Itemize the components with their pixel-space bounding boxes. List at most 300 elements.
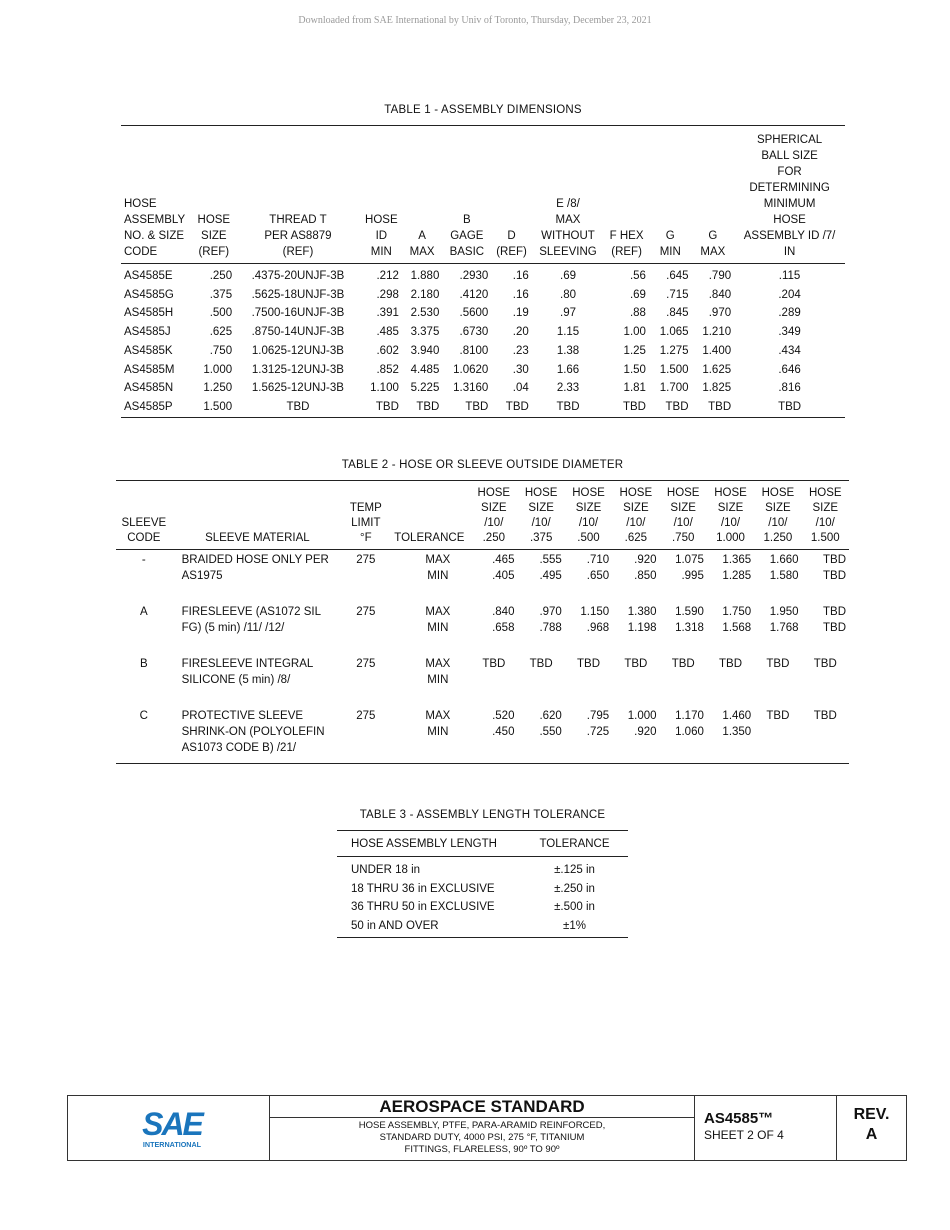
min-value: 1.285 (722, 570, 752, 582)
table-row (116, 656, 849, 708)
size-cell (470, 656, 517, 708)
header-line: HOSE (773, 214, 806, 226)
size-cell (565, 656, 612, 708)
download-watermark: Downloaded from SAE International by Univ of Toronto, Thursday, December 23, 2021 (298, 15, 652, 26)
max-value: 1.460 (722, 710, 752, 722)
table1-cell: .625 (209, 326, 233, 339)
max-value: 1.000 (627, 710, 657, 722)
table1-cell: .852 (376, 363, 399, 376)
header-line: SLEEVING (539, 246, 597, 258)
table1-cell: 1.81 (623, 382, 646, 395)
sleeve-material: BRAIDED HOSE ONLY PER AS1975 (181, 554, 329, 582)
max-value: .710 (586, 554, 610, 566)
table1-cell: 1.500 (659, 363, 689, 376)
length-range: 18 THRU 36 in EXCLUSIVE (351, 882, 495, 895)
table1-cell: .646 (778, 363, 801, 376)
max-value: 1.170 (675, 710, 704, 722)
header-line: SIZE (670, 502, 696, 514)
header-line: G (665, 230, 675, 242)
table-row (116, 604, 849, 656)
table1-cell: .4375-20UNJF-3B (251, 270, 345, 282)
table1-cell: AS4585E (124, 270, 173, 282)
tolerance-min: MIN (427, 726, 449, 738)
table1-cell: 1.0625-12UNJ-3B (251, 344, 344, 357)
tolerance-cell (389, 550, 471, 605)
header-line: DETERMINING (749, 182, 830, 194)
max-value: .520 (492, 710, 515, 722)
logo-cell (68, 1096, 270, 1160)
table1-cell: TBD (778, 400, 802, 413)
table1-cell: .391 (376, 307, 399, 320)
sleeve-code: A (139, 606, 148, 618)
size-value: 1.500 (810, 532, 840, 544)
table1-header-cell (442, 126, 491, 264)
table2-header-size (660, 481, 707, 550)
table1-cell: 5.225 (410, 382, 440, 395)
table1-cell: TBD (708, 400, 732, 413)
sae-logo (137, 1104, 207, 1152)
max-value: 1.380 (627, 606, 657, 618)
header-line: D (507, 230, 516, 242)
table1-cell: 1.880 (410, 270, 440, 282)
header-line: /10/ (720, 517, 741, 529)
title-cell (270, 1096, 695, 1160)
table1-cell: AS4585N (124, 382, 174, 395)
header-line: HOSE (808, 487, 842, 499)
size-value: 1.250 (763, 532, 793, 544)
size-cell (802, 604, 849, 656)
size-cell (612, 604, 659, 656)
size-cell (470, 604, 517, 656)
table2-body (116, 550, 849, 764)
header-line: ASSEMBLY (124, 214, 186, 226)
table1-cell: .88 (629, 307, 646, 320)
max-value: .795 (586, 710, 610, 722)
header-line: /10/ (673, 517, 693, 529)
header-line: HOSE (666, 487, 700, 499)
table1-cell: .500 (209, 307, 233, 320)
tolerance-cell (389, 604, 471, 656)
header-line: MAX (700, 246, 726, 258)
header-line: MAX (409, 246, 435, 258)
min-value: .650 (586, 570, 610, 582)
table-row (121, 323, 845, 342)
header-line: SIZE (481, 502, 507, 514)
table1-cell: .845 (666, 307, 689, 320)
table1-cell: 1.3160 (453, 382, 489, 395)
table1-cell: .715 (666, 288, 689, 301)
max-value: TBD (766, 710, 790, 722)
header-line: SIZE (717, 502, 744, 514)
table1-cell: .115 (778, 270, 801, 282)
header-line: SIZE (575, 502, 602, 514)
table-row (337, 880, 628, 899)
document-description: HOSE ASSEMBLY, PTFE, PARA-ARAMID REINFORCED, STANDARD DUTY, 4000 PSI, 275 °F, TITANIUM FITTINGS, FLARELESS, 90º TO 90º (358, 1120, 606, 1155)
table1-cell: .840 (708, 288, 732, 301)
max-value: 1.150 (580, 606, 610, 618)
table1-cell: AS4585J (124, 326, 171, 339)
table1-cell: AS4585M (124, 363, 175, 376)
table1-cell: TBD (286, 400, 310, 413)
table1-cell: 1.065 (659, 326, 689, 339)
table-row (116, 550, 849, 605)
size-cell (660, 604, 707, 656)
header-line: HOSE (524, 487, 558, 499)
table1-cell: TBD (465, 400, 489, 413)
tolerance-min: MIN (427, 622, 449, 634)
size-cell (707, 550, 754, 605)
size-cell (517, 604, 564, 656)
table1-cell: 1.66 (556, 363, 580, 376)
max-value: 1.365 (722, 554, 752, 566)
table1-cell: 1.3125-12UNJ-3B (251, 363, 344, 376)
assembly-length-tolerance-table (337, 830, 628, 938)
max-value: TBD (577, 658, 600, 670)
table-row (337, 917, 628, 938)
table1-cell: .250 (209, 270, 233, 282)
min-value: .725 (586, 726, 610, 738)
header-line: B (463, 214, 471, 226)
header-line: IN (783, 246, 796, 258)
table-row (337, 857, 628, 880)
header-line: MIN (659, 246, 681, 258)
header-line: A (418, 230, 426, 242)
table1-cell: .04 (512, 382, 529, 395)
sleeve-code: C (139, 710, 148, 722)
length-tolerance: ±.250 in (554, 882, 595, 895)
size-value: .375 (529, 532, 553, 544)
table1-cell: 1.275 (659, 344, 689, 357)
table1-header-cell (361, 126, 402, 264)
header-line: /10/ (531, 517, 551, 529)
table2-header-sleeve-code: SLEEVE CODE (116, 481, 172, 550)
revision-cell (837, 1096, 906, 1160)
table-row (121, 379, 845, 398)
header-line: MINIMUM (763, 198, 816, 210)
max-value: .465 (492, 554, 515, 566)
table1-cell: .289 (778, 307, 801, 320)
table2-caption: TABLE 2 - HOSE OR SLEEVE OUTSIDE DIAMETER (341, 459, 624, 471)
size-cell (517, 708, 564, 764)
length-tolerance: ±1% (563, 919, 586, 932)
header-line: HOSE (197, 214, 231, 226)
table1-header (121, 126, 845, 264)
max-value: TBD (813, 710, 837, 722)
sheet-number: SHEET 2 OF 4 (704, 1128, 784, 1142)
size-cell (470, 550, 517, 605)
table3-body (337, 857, 628, 938)
header-line: HOSE (365, 214, 398, 226)
header-line: (REF) (282, 246, 314, 258)
size-cell (802, 708, 849, 764)
table3-header (337, 831, 628, 857)
size-cell (660, 656, 707, 708)
table-row (121, 304, 845, 323)
table1-header-cell (649, 126, 692, 264)
min-value: 1.580 (769, 570, 799, 582)
header-line: E /8/ (556, 198, 580, 210)
max-value: .555 (539, 554, 562, 566)
header-line: HOSE (477, 487, 511, 499)
length-range: 50 in AND OVER (351, 919, 439, 932)
standard-type: AEROSPACE STANDARD (270, 1096, 694, 1118)
table1-cell: TBD (622, 400, 646, 413)
size-cell (660, 708, 707, 764)
table1-cell: .204 (778, 288, 801, 301)
header-line: /10/ (578, 517, 599, 529)
table1-cell: AS4585G (124, 288, 174, 301)
table1-cell: .8100 (459, 344, 489, 357)
table1-header-cell (193, 126, 236, 264)
table1-cell: .16 (512, 288, 529, 301)
header-line: ID (375, 230, 388, 242)
size-value: 1.000 (716, 532, 745, 544)
table1-cell: 2.180 (410, 288, 440, 301)
header-line: /10/ (815, 517, 835, 529)
min-value: 1.768 (769, 622, 799, 634)
table1-cell: .16 (512, 270, 529, 282)
table1-cell: .750 (209, 344, 233, 357)
header-line: CODE (124, 246, 158, 258)
min-value: 1.568 (722, 622, 752, 634)
min-value: TBD (823, 570, 846, 582)
min-value: 1.350 (722, 726, 752, 738)
table1-cell: 1.700 (659, 382, 689, 395)
table1-cell: .7500-16UNJF-3B (251, 307, 345, 320)
header-line: SIZE (623, 502, 649, 514)
table2-header-size (517, 481, 564, 550)
table1-cell: 1.250 (203, 382, 233, 395)
header-line: /10/ (484, 517, 504, 529)
table-row (121, 264, 845, 286)
size-cell (754, 604, 801, 656)
header-line: (REF) (611, 246, 642, 258)
max-value: 1.660 (769, 554, 799, 566)
table1-cell: 3.940 (410, 344, 440, 357)
max-value: .920 (634, 554, 657, 566)
size-cell (660, 550, 707, 605)
table-row (121, 342, 845, 361)
table1-cell: 3.375 (410, 326, 440, 339)
table1-cell: .2930 (459, 270, 489, 282)
table1-cell: 1.625 (702, 363, 732, 376)
tolerance-max: MAX (425, 710, 451, 722)
size-value: .750 (671, 532, 695, 544)
tolerance-min: MIN (427, 570, 449, 582)
header-line: BALL SIZE (761, 150, 818, 162)
max-value: TBD (671, 658, 695, 670)
header-line: WITHOUT (541, 230, 595, 242)
table1-cell: .434 (778, 344, 801, 357)
sae-logo-subtext: INTERNATIONAL (142, 1140, 202, 1149)
header-line: SPHERICAL (756, 134, 823, 146)
min-value: .920 (634, 726, 657, 738)
table2-header-size (470, 481, 517, 550)
size-cell (565, 708, 612, 764)
table1-cell: .56 (629, 270, 646, 282)
title-block (67, 1095, 907, 1161)
max-value: TBD (624, 658, 648, 670)
table3-header-tolerance: TOLERANCE (521, 831, 628, 857)
table1-cell: .816 (778, 382, 801, 395)
sleeve-code: - (141, 554, 146, 566)
revision-label: REV. (853, 1106, 890, 1123)
max-value: 1.750 (722, 606, 752, 618)
header-line: HOSE (761, 487, 795, 499)
size-cell (612, 550, 659, 605)
table-row (121, 361, 845, 380)
table1-cell: 1.38 (556, 344, 580, 357)
max-value: 1.950 (769, 606, 799, 618)
max-value: 1.075 (675, 554, 704, 566)
min-value: .995 (681, 570, 704, 582)
table1-cell: .790 (708, 270, 732, 282)
table1-cell: 1.100 (370, 382, 399, 395)
max-value: TBD (482, 658, 506, 670)
header-line: THREAD T (269, 214, 327, 226)
table1-cell: AS4585K (124, 344, 173, 357)
table1-cell: TBD (665, 400, 689, 413)
size-value: .625 (624, 532, 648, 544)
min-value: .495 (539, 570, 562, 582)
document-number: AS4585™ (704, 1110, 774, 1127)
header-line: (REF) (496, 246, 527, 258)
size-cell (707, 604, 754, 656)
table1-cell: 2.33 (556, 382, 580, 395)
table1-header-cell (692, 126, 735, 264)
header-line: BASIC (449, 246, 485, 258)
table1-cell: AS4585H (124, 307, 174, 320)
header-line: SIZE (201, 230, 227, 242)
table2-header (116, 481, 849, 550)
temp-limit: 275 (356, 554, 376, 566)
temp-limit: 275 (356, 710, 376, 722)
table3-caption: TABLE 3 - ASSEMBLY LENGTH TOLERANCE (359, 809, 606, 821)
max-value: .840 (492, 606, 515, 618)
table1-cell: .19 (512, 307, 529, 320)
header-line: HOSE (619, 487, 653, 499)
table-row (121, 286, 845, 305)
table1-cell: .5600 (459, 307, 489, 320)
header-line: F HEX (609, 230, 644, 242)
temp-limit: 275 (356, 658, 376, 670)
table1-cell: 2.530 (410, 307, 440, 320)
table1-cell: .602 (376, 344, 399, 357)
table1-header-cell (235, 126, 361, 264)
sleeve-material: FIRESLEEVE INTEGRAL SILICONE (5 min) /8/ (181, 658, 313, 686)
table1-cell: .69 (560, 270, 576, 282)
table1-cell: .97 (560, 307, 576, 320)
temp-limit: 275 (356, 606, 376, 618)
table1-header-cell (532, 126, 604, 264)
table1-cell: 1.825 (702, 382, 732, 395)
min-value: .405 (492, 570, 515, 582)
length-range: 36 THRU 50 in EXCLUSIVE (351, 901, 495, 913)
header-line: HOSE (124, 198, 157, 210)
header-line: /10/ (626, 517, 646, 529)
table1-cell: 1.00 (623, 326, 646, 339)
size-value: .500 (577, 532, 600, 544)
header-line: MAX (555, 214, 581, 226)
max-value: TBD (529, 658, 553, 670)
tolerance-max: MAX (425, 554, 451, 566)
max-value: TBD (813, 658, 837, 670)
tolerance-cell (389, 656, 471, 708)
table1-cell: 1.000 (203, 363, 233, 376)
max-value: .970 (539, 606, 562, 618)
size-cell (754, 656, 801, 708)
sleeve-material: PROTECTIVE SLEEVE SHRINK-ON (POLYOLEFIN AS1073 CODE B) /21/ (181, 710, 325, 754)
table1-cell: .6730 (459, 326, 489, 339)
min-value: .788 (539, 622, 562, 634)
hose-sleeve-od-table (116, 480, 849, 764)
table-row (116, 708, 849, 764)
size-cell (517, 550, 564, 605)
doc-number-cell (695, 1096, 837, 1160)
header-line: HOSE (572, 487, 605, 499)
header-line: SIZE (528, 502, 554, 514)
table1-cell: .69 (629, 288, 646, 301)
min-value: .550 (539, 726, 562, 738)
table2-header-tolerance: TOLERANCE (389, 481, 471, 550)
revision-value: A (865, 1126, 878, 1143)
table1-cell: 1.50 (623, 363, 646, 376)
min-value: 1.318 (675, 622, 704, 634)
table1-header-cell (402, 126, 442, 264)
table1-header-cell (121, 126, 193, 264)
table2-header-temp-limit: TEMP LIMIT °F (343, 481, 388, 550)
table1-cell: TBD (505, 400, 529, 413)
max-value: .620 (539, 710, 562, 722)
sleeve-code: B (139, 658, 148, 670)
min-value: .850 (634, 570, 657, 582)
max-value: TBD (823, 554, 846, 566)
size-cell (754, 550, 801, 605)
table1-cell: .23 (512, 344, 529, 357)
table1-cell: TBD (375, 400, 399, 413)
assembly-dimensions-table (121, 125, 845, 418)
table2-header-size (802, 481, 849, 550)
table-row (121, 398, 845, 417)
table1-header-cell (491, 126, 531, 264)
table1-caption: TABLE 1 - ASSEMBLY DIMENSIONS (384, 104, 582, 116)
size-cell (707, 656, 754, 708)
tolerance-min: MIN (427, 674, 449, 686)
header-line: ASSEMBLY ID /7/ (743, 230, 836, 242)
table1-cell: .298 (376, 288, 399, 301)
table-row (337, 898, 628, 917)
table1-cell: .645 (666, 270, 689, 282)
size-cell (565, 550, 612, 605)
table1-cell: TBD (556, 400, 580, 413)
header-line: (REF) (198, 246, 230, 258)
max-value: TBD (719, 658, 743, 670)
tolerance-max: MAX (425, 606, 451, 618)
min-value: .450 (492, 726, 515, 738)
table1-cell: .80 (560, 288, 576, 301)
min-value: 1.060 (675, 726, 704, 738)
header-line: FOR (777, 166, 802, 178)
table2-header-size (565, 481, 612, 550)
table1-cell: .212 (376, 270, 399, 282)
min-value: 1.198 (627, 622, 657, 634)
table3-header-length: HOSE ASSEMBLY LENGTH (337, 831, 521, 857)
table1-cell: 1.5625-12UNJ-3B (251, 382, 344, 395)
size-cell (802, 550, 849, 605)
max-value: TBD (823, 606, 846, 618)
table1-cell: .485 (376, 326, 399, 339)
table1-cell: .4120 (459, 288, 489, 301)
